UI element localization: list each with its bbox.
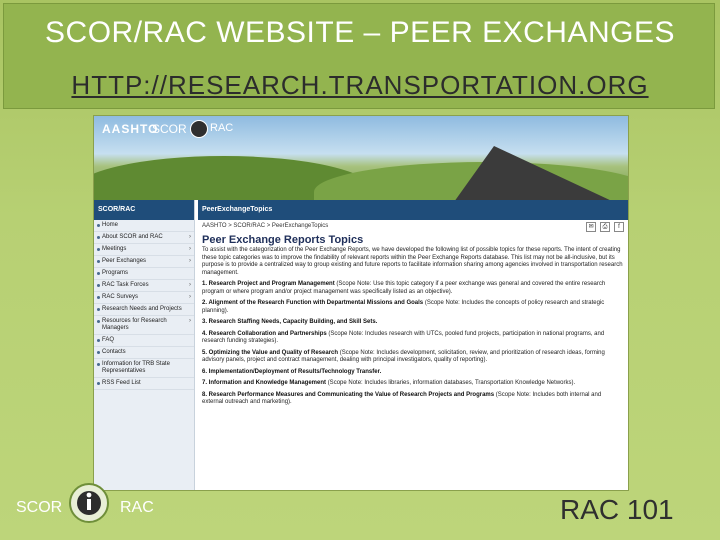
site-banner	[94, 116, 628, 200]
topic-title[interactable]: 3. Research Staffing Needs, Capacity Building, and Skill Sets.	[202, 319, 378, 325]
footer-scor: SCOR	[16, 499, 63, 516]
topic-item	[198, 319, 628, 327]
sidebar-item-label: Peer Exchanges	[102, 258, 147, 264]
topic-scope-note: (Scope Note: Use this topic category if a peer exchange was general and covered the entire research program or where program and/or project management was specifically listed as an objective).	[202, 281, 606, 295]
topic-title[interactable]: 8. Research Performance Measures and Communicating the Value of Research Projects and Programs	[202, 391, 495, 398]
topic-item	[198, 369, 628, 377]
topic-item	[198, 380, 628, 388]
slide-url[interactable]: HTTP://RESEARCH.TRANSPORTATION.ORG	[71, 70, 649, 100]
sidebar-item[interactable]	[94, 232, 194, 244]
chevron-right-icon: ›	[189, 234, 191, 240]
topic-scope-note: (Scope Note: Includes the concepts of policy research and strategic planning).	[202, 300, 605, 314]
intro-paragraph: To assist with the categorization of the Peer Exchange Reports, we have developed the following list of possible topics for these reports. The intent of creating these topic categories was to improve the findability of relevant reports within the Peer Exchange Reports database. This list may not be all-inclusive, but its purpose is to provide a centralized way to group existing and future reports to facilitate information sharing among agencies involved in transportation research management.	[202, 247, 623, 276]
topic-title[interactable]: 5. Optimizing the Value and Quality of Research	[202, 349, 339, 356]
topic-title[interactable]: 6. Implementation/Deployment of Results/Technology Transfer.	[202, 368, 382, 375]
sidebar-item-label: Programs	[102, 270, 129, 276]
topic-scope-note: (Scope Note: Includes both internal and external outreach and marketing).	[202, 391, 602, 405]
topic-title[interactable]: 2. Alignment of the Research Function with Departmental Missions and Goals	[202, 300, 424, 306]
topic-item	[198, 392, 628, 407]
aashto-logo[interactable]: AASHTO	[102, 122, 159, 136]
sidebar-item[interactable]	[94, 359, 194, 378]
sidebar-item-label: Research Needs and Projects	[102, 306, 182, 312]
print-icon[interactable]: ⎙	[600, 222, 610, 232]
breadcrumb-text[interactable]: AASHTO > SCOR/RAC > PeerExchangeTopics	[202, 223, 329, 229]
sidebar-title: SCOR/RAC	[94, 200, 194, 220]
sidebar-item[interactable]	[94, 256, 194, 268]
share-icons	[584, 222, 624, 232]
chevron-right-icon: ›	[189, 282, 191, 288]
topic-scope-note: (Scope Note: Includes libraries, information databases, Transportation Knowledge Networks).	[327, 380, 576, 386]
facebook-icon[interactable]: f	[614, 222, 624, 232]
topic-title[interactable]: 4. Research Collaboration and Partnerships	[202, 330, 327, 337]
sidebar-item-label: About SCOR and RAC	[102, 234, 163, 240]
main-header: PeerExchangeTopics	[198, 200, 628, 220]
topic-scope-note: (Scope Note: Includes development, solicitation, review, and prioritization of research ideas, forming advisory panels, project and contract management, dealing with principal investigators, quality of reporting).	[202, 349, 605, 363]
scor-rac-logo-icon	[68, 482, 110, 524]
rac-logo-text: RAC	[210, 122, 234, 134]
sidebar-item[interactable]	[94, 268, 194, 280]
sidebar-item[interactable]	[94, 220, 194, 232]
footer-rac-101: RAC 101	[560, 494, 674, 525]
chevron-right-icon: ›	[189, 294, 191, 300]
slide-title: SCOR/RAC WEBSITE – PEER EXCHANGES	[45, 16, 675, 49]
sidebar-item[interactable]	[94, 335, 194, 347]
sidebar-item-label: Resources for Research Managers	[102, 318, 167, 331]
main-content	[198, 200, 628, 490]
footer-rac: RAC	[120, 499, 154, 516]
topic-item	[198, 350, 628, 365]
chevron-right-icon: ›	[189, 318, 191, 324]
sidebar-item[interactable]	[94, 304, 194, 316]
email-icon[interactable]: ✉	[586, 222, 596, 232]
site-sidebar	[94, 200, 195, 490]
sidebar-item-label: FAQ	[102, 337, 115, 343]
topic-title[interactable]: 7. Information and Knowledge Management	[202, 380, 327, 386]
chevron-right-icon: ›	[189, 258, 191, 264]
sidebar-item[interactable]	[94, 378, 194, 390]
sidebar-item-label: RAC Task Forces	[102, 282, 149, 288]
breadcrumb	[198, 220, 628, 232]
topic-list	[198, 281, 628, 407]
slide-title-box	[3, 3, 715, 109]
sidebar-item-label: RAC Surveys	[102, 294, 139, 300]
chevron-right-icon: ›	[189, 246, 191, 252]
sidebar-nav	[94, 220, 194, 390]
scor-logo-text: SCOR	[152, 122, 187, 136]
website-screenshot	[93, 115, 629, 491]
sidebar-item[interactable]	[94, 244, 194, 256]
sidebar-item[interactable]	[94, 347, 194, 359]
banner-road	[454, 146, 614, 200]
topic-item	[198, 331, 628, 346]
sidebar-item[interactable]	[94, 280, 194, 292]
sidebar-item[interactable]	[94, 292, 194, 304]
topic-title[interactable]: 1. Research Project and Program Management	[202, 281, 335, 287]
sidebar-item-label: Meetings	[102, 246, 127, 252]
sidebar-item-label: Home	[102, 222, 119, 228]
topic-item	[198, 281, 628, 296]
topic-scope-note: (Scope Note: Includes research with UTCs, pooled fund projects, participation in national programs, and research funding strategies).	[202, 330, 605, 344]
scor-rac-logo-icon	[190, 120, 208, 138]
sidebar-item[interactable]	[94, 316, 194, 335]
sidebar-item-label: Contacts	[102, 349, 126, 355]
page-title: Peer Exchange Reports Topics	[202, 234, 364, 246]
topic-item	[198, 300, 628, 315]
sidebar-item-label: RSS Feed List	[102, 380, 141, 386]
sidebar-item-label: Information for TRB State Representatives	[102, 361, 170, 374]
